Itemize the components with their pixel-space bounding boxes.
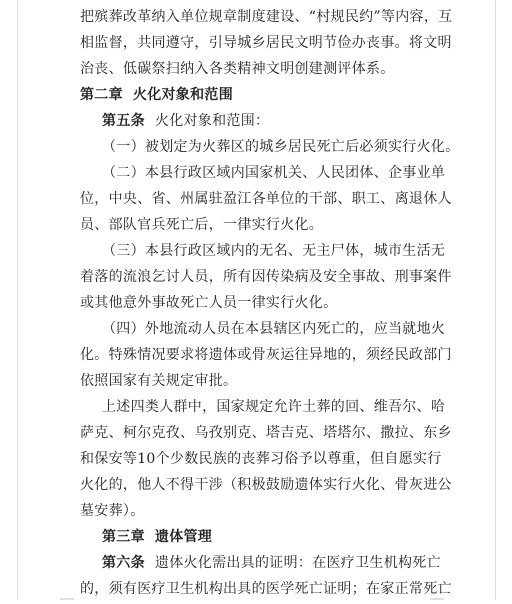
- chapter-heading: [80, 84, 233, 110]
- text-line: 着落的流浪乞讨人员，所有因传染病及安全事故、刑事案件: [80, 269, 452, 285]
- text-line: 和保安等10个少数民族的丧葬习俗予以尊重，但自愿实行: [80, 451, 442, 467]
- text-line: （四）外地流动人员在本县辖区内死亡的，应当就地火: [102, 321, 446, 337]
- text-line: （二）本县行政区域内国家机关、人民团体、企事业单: [102, 165, 446, 181]
- text-line: 或其他意外事故死亡人员一律实行火化。: [80, 295, 338, 311]
- page-border-left: [17, 0, 18, 600]
- text-line: （三）本县行政区域内的无名、无主尸体，城市生活无: [102, 243, 446, 259]
- text-line: （一）被划定为火葬区的城乡居民死亡后必须实行火化。: [102, 139, 460, 155]
- text-line: 员、部队官兵死亡后，一律实行火化。: [80, 217, 324, 233]
- text-line: 的，须有医疗卫生机构出具的医学死亡证明；在家正常死亡: [80, 581, 452, 597]
- article-text: 遗体火化需出具的证明：在医疗卫生机构死亡: [154, 555, 441, 571]
- text-line: 上述四类人群中，国家规定允许土葬的回、维吾尔、哈: [102, 399, 446, 415]
- chapter-label: 第二章: [80, 87, 123, 103]
- text-line: 依照国家有关规定审批。: [80, 373, 238, 389]
- page-bottom-edge: [0, 596, 512, 600]
- chapter-title: 火化对象和范围: [132, 87, 234, 103]
- page-border-right: [495, 0, 496, 600]
- text-line: 墓安葬）。: [80, 503, 145, 519]
- chapter-heading: [102, 526, 212, 552]
- article-line: [102, 552, 441, 578]
- article-text: 火化对象和范围：: [154, 113, 270, 129]
- text-line: 位，中央、省、州属驻盈江各单位的干部、职工、离退休人: [80, 191, 452, 207]
- text-line: 化。特殊情况要求将遗体或骨灰运往异地的，须经民政部门: [80, 347, 452, 363]
- chapter-label: 第三章: [102, 529, 145, 545]
- article-label: 第五条: [102, 113, 145, 129]
- text-line: 萨克、柯尔克孜、乌孜别克、塔吉克、塔塔尔、撒拉、东乡: [80, 425, 452, 441]
- text-line: 相监督，共同遵守，引导城乡居民文明节俭办丧事。将文明: [80, 35, 452, 51]
- text-line: 治丧、低碳祭扫纳入各类精神文明创建测评体系。: [80, 61, 395, 77]
- article-line: [102, 110, 269, 136]
- text-line: 火化的，他人不得干涉（积极鼓励遗体实行火化、骨灰进公: [80, 477, 452, 493]
- chapter-title: 遗体管理: [154, 529, 213, 545]
- article-label: 第六条: [102, 555, 145, 571]
- text-line: 把殡葬改革纳入单位规章制度建设、“村规民约”等内容，互: [80, 9, 453, 25]
